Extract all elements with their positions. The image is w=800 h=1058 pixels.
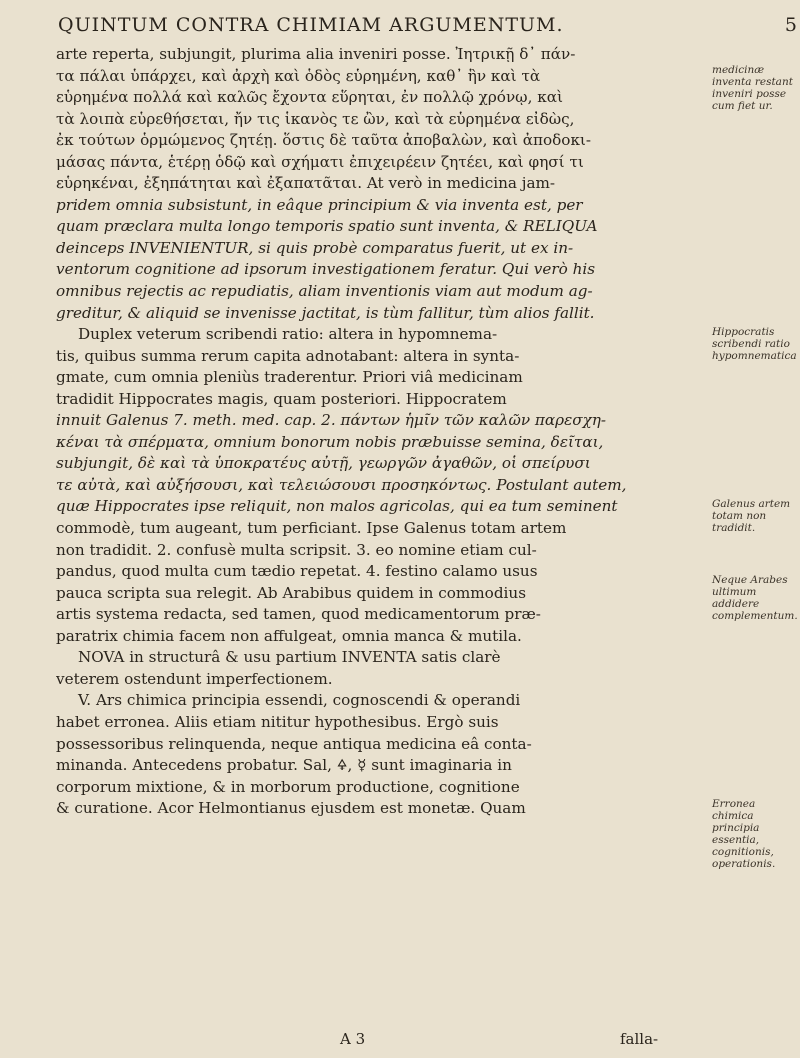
text-line: deinceps INVENIENTUR, si quis probè comparatus fuerit, ut ex in- bbox=[56, 238, 574, 257]
text-line: τε αὐτὰ, καὶ αὐξήσουσι, καὶ τελειώσουσι προσηκόντως. Postulant autem, bbox=[56, 475, 627, 494]
text-line: paratrix chimia facem non affulgeat, omnia manca & mutila. bbox=[56, 626, 522, 645]
text-line: εὑρηκέναι, ἐξηπάτηται καὶ ἐξαπατᾶται. At verò in medicina jam- bbox=[56, 174, 556, 193]
text-line: μάσας πάντα, ἑτέρῃ ὁδῷ καὶ σχήματι ἐπιχειρέειν ζητέει, καὶ φησί τι bbox=[56, 152, 584, 171]
text-line: minanda. Antecedens probatur. Sal, 🜍, ☿ sunt imaginaria in bbox=[56, 756, 512, 775]
text-line: pauca scripta sua relegit. Ab Arabibus quidem in commodius bbox=[56, 583, 526, 602]
running-head bbox=[58, 14, 798, 36]
text-line: omnibus rejectis ac repudiatis, aliam inventionis viam aut modum ag- bbox=[56, 282, 593, 301]
page-number: 5 bbox=[784, 14, 798, 36]
text-line: τὰ λοιπὰ εὑρεθήσεται, ἤν τις ἱκανὸς τε ὢν, καὶ τὰ εὑρημένα εἰδὼς, bbox=[56, 109, 575, 128]
running-title: QUINTUM CONTRA CHIMIAM ARGUMENTUM. bbox=[58, 14, 564, 36]
text-line: pridem omnia subsistunt, in eâque principium & via inventa est, per bbox=[56, 195, 583, 214]
text-line: tis, quibus summa rerum capita adnotabant: altera in synta- bbox=[56, 346, 520, 365]
text-line: pandus, quod multa cum tædio repetat. 4. festino calamo usus bbox=[56, 562, 538, 581]
text-line: non tradidit. 2. confusè multa scripsit. 3. eo nomine etiam cul- bbox=[56, 540, 537, 559]
margin-note: Neque Arabes ultimum addidere complementum. bbox=[712, 574, 798, 622]
text-line: tradidit Hippocrates magis, quam posteriori. Hippocratem bbox=[56, 389, 507, 408]
text-line: subjungit, δὲ καὶ τὰ ὑποκρατέυς αὐτῇ, γεωργῶν ἀγαθῶν, οἱ σπείρυσι bbox=[56, 454, 591, 473]
text-line: commodè, tum augeant, tum perficiant. Ipse Galenus totam artem bbox=[56, 519, 567, 538]
text-line: greditur, & aliquid se invenisse jactitat, is tùm fallitur, tùm alios fallit. bbox=[56, 303, 595, 322]
text-block bbox=[56, 44, 702, 820]
text-line: τα πάλαι ὑπάρχει, καὶ ἀρχὴ καὶ ὁδὸς εὑρημένη, καθ᾽ ἣν καὶ τὰ bbox=[56, 66, 541, 85]
text-line: V. Ars chimica principia essendi, cognoscendi & operandi bbox=[78, 691, 521, 710]
text-line: & curatione. Acor Helmontianus ejusdem est monetæ. Quam bbox=[56, 799, 526, 818]
text-line: quam præclara multa longo temporis spatio sunt inventa, & RELIQUA bbox=[56, 217, 598, 236]
text-line: possessoribus relinquenda, neque antiqua medicina eâ conta- bbox=[56, 734, 532, 753]
margin-note: Galenus artem totam non tradidit. bbox=[712, 498, 791, 534]
text-line: arte reperta, subjungit, plurima alia inveniri posse. Ἰητρικῇ δ᾽ πάν- bbox=[56, 45, 576, 63]
text-line: corporum mixtione, & in morborum productione, cognitione bbox=[56, 777, 520, 796]
text-line: gmate, cum omnia pleniùs traderentur. Priori viâ medicinam bbox=[56, 368, 523, 387]
catchword: falla- bbox=[620, 1030, 659, 1048]
text-line: NOVA in structurâ & usu partium INVENTA satis clarè bbox=[78, 648, 501, 667]
margin-note: Hippocratis scribendi ratio hypomnematica bbox=[712, 326, 797, 362]
text-line: habet erronea. Aliis etiam nititur hypothesibus. Ergò suis bbox=[56, 712, 499, 731]
text-line: Duplex veterum scribendi ratio: altera in hypomnema- bbox=[78, 325, 498, 344]
text-line: ἐκ τούτων ὁρμώμενος ζητέῃ. ὅστις δὲ ταῦτα ἀποβαλὼν, καὶ ἀποδοκι- bbox=[56, 131, 592, 150]
margin-note: medicinæ inventa restant inveniri posse cum fiet ur. bbox=[712, 64, 793, 112]
text-line: κέναι τὰ σπέρματα, omnium bonorum nobis præbuisse semina, δεῖται, bbox=[56, 432, 604, 451]
text-line: ventorum cognitione ad ipsorum investigationem feratur. Qui verò his bbox=[56, 260, 596, 279]
text-line: artis systema redacta, sed tamen, quod medicamentorum præ- bbox=[56, 605, 541, 624]
text-line: veterem ostendunt imperfectionem. bbox=[56, 669, 333, 688]
text-line: εὑρημένα πολλά καὶ καλῶς ἔχοντα εὕρηται, ἐν πολλῷ χρόνῳ, καὶ bbox=[56, 88, 563, 107]
text-line: quæ Hippocrates ipse reliquit, non malos agricolas, qui ea tum seminent bbox=[56, 497, 618, 516]
text-line: innuit Galenus 7. meth. med. cap. 2. πάντων ἡμῖν τῶν καλῶν παρεσχη- bbox=[56, 411, 607, 430]
signature-mark: A 3 bbox=[340, 1030, 366, 1048]
margin-note: Erronea chimica principia essentia, cognitionis, operationis. bbox=[712, 798, 776, 870]
